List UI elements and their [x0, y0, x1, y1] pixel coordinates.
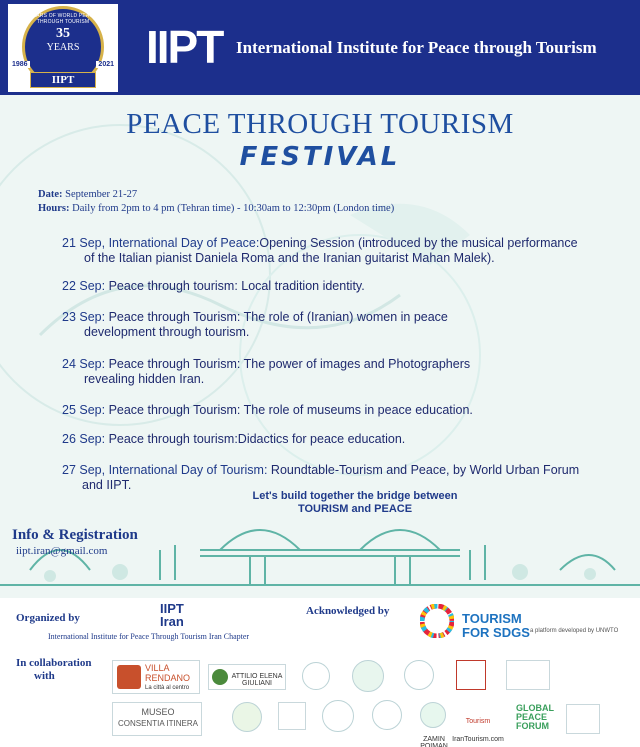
partner-seal-4-icon [232, 702, 262, 732]
villa-rendano-text [145, 663, 190, 693]
villa-rendano-emblem-icon [117, 665, 141, 689]
event-text-continued: development through tourism. [84, 325, 250, 339]
collaboration-label-with: with [34, 670, 55, 682]
sdg-developed-by: a platform developed by UNWTO [530, 628, 619, 634]
iipt-35-years-logo [8, 4, 118, 92]
bridge-slogan-line2: TOURISM and PEACE [297, 503, 413, 515]
hours-line [38, 203, 394, 214]
organized-by-label: Organized by [16, 612, 80, 624]
museo-line1: MUSEO [141, 707, 175, 717]
event-date: 27 Sep, International Day of Tourism: [62, 463, 268, 477]
partner-seal-6-icon [372, 700, 402, 730]
event-item [62, 236, 632, 266]
event-item [62, 310, 632, 340]
sdg-text-line1: TOURISM [462, 611, 522, 626]
event-date: 26 Sep: [62, 432, 106, 446]
global-peace-forum-logo [516, 704, 554, 731]
event-date: 25 Sep: [62, 403, 106, 417]
header-bar [0, 0, 640, 95]
event-text-continued: of the Italian pianist Daniela Roma and the Iranian guitarist Mahan Malek). [84, 251, 495, 265]
partner-logo-red-icon [456, 660, 486, 690]
sdg-wheel-icon [420, 604, 454, 638]
event-text: Opening Session (introduced by the musical performance [259, 236, 578, 250]
iran-tourism-label: Tourism [465, 718, 491, 725]
museo-consentia-logo [112, 702, 202, 736]
acknowledged-by-label: Acknowledged by [306, 605, 390, 617]
event-text: Peace through Tourism: The role of (Iranian) women in peace [105, 310, 448, 324]
event-text: Roundtable-Tourism and Peace, by World Urban Forum [267, 463, 580, 477]
iipt-iran-logo [160, 602, 184, 628]
event-date: 21 Sep, International Day of Peace: [62, 236, 260, 250]
partner-seal-1-icon [302, 662, 330, 690]
event-text: Peace through tourism:Didactics for peace education. [105, 432, 406, 446]
villa-line3: La città al centro [145, 685, 190, 691]
museo-line2: CONSENTIA ITINERA [117, 719, 198, 728]
global-line3: FORUM [516, 721, 549, 731]
collaboration-label: In collaboration [16, 657, 92, 669]
partner-seal-3-icon [404, 660, 434, 690]
tourism-for-sdgs-logo [462, 612, 530, 640]
villa-rendano-logo [112, 660, 200, 694]
iran-tourism-site: IranTourism.com [452, 736, 504, 743]
logo-years-number: 35 [56, 26, 70, 41]
hours-label: Hours: [38, 203, 70, 214]
event-date: 22 Sep: [62, 279, 106, 293]
hours-value: Daily from 2pm to 4 pm (Tehran time) - 10:30am to 12:30pm (London time) [72, 203, 395, 214]
logo-ring-text: YEARS OF WORLD PEACE THROUGH TOURISM [29, 13, 97, 25]
contact-email-link[interactable]: iipt.iran@gmail.com [16, 545, 108, 557]
brand-wordmark: IIPT [146, 21, 223, 73]
event-item [62, 403, 632, 418]
logo-ribbon: IIPT [30, 72, 96, 88]
event-item [62, 357, 632, 387]
bridge-slogan-line1: Let's build together the bridge between [252, 490, 458, 502]
giuliani-foundation-logo [208, 664, 286, 690]
iipt-iran-wordmark: IIPT [160, 601, 184, 616]
partner-logo-7-icon [566, 704, 600, 734]
event-item [62, 432, 632, 447]
global-line2: PEACE [516, 712, 548, 722]
unesco-seal-icon [322, 700, 354, 732]
date-line [38, 189, 137, 200]
date-label: Date: [38, 189, 63, 200]
villa-line2: RENDANO [145, 673, 191, 683]
event-item [62, 279, 632, 294]
villa-line1: VILLA [145, 663, 170, 673]
org-name: International Institute for Peace through Tourism [236, 38, 597, 57]
global-line1: GLOBAL [516, 703, 554, 713]
zamin-poiman-icon [420, 702, 446, 728]
partner-logo-wave-icon [506, 660, 550, 690]
festival-subtitle: FESTIVAL [239, 142, 401, 172]
logo-start-year: 1986 [12, 61, 28, 68]
iipt-iran-chapter: International Institute for Peace Through Tourism Iran Chapter [48, 632, 250, 641]
event-item [62, 463, 632, 493]
partner-logo-5-icon [278, 702, 306, 730]
event-text-continued: and IIPT. [82, 478, 132, 492]
logo-end-year: 2021 [98, 61, 114, 68]
event-text-continued: revealing hidden Iran. [84, 372, 205, 386]
logo-years-word: YEARS [46, 42, 80, 53]
event-date: 23 Sep: [62, 310, 106, 324]
event-date: 24 Sep: [62, 357, 106, 371]
partner-seal-2-icon [352, 660, 384, 692]
festival-title: PEACE THROUGH TOURISM [126, 108, 514, 140]
foundation-emblem-icon [212, 669, 228, 685]
foundation-text: ATTILIO ELENA GIULIANI [231, 673, 283, 687]
zamin-poiman-text: ZAMIN POIMAN [420, 736, 448, 747]
date-value: September 21-27 [65, 189, 138, 200]
event-text: Peace through Tourism: The power of images and Photographers [105, 357, 471, 371]
event-text: Peace through Tourism: The role of museums in peace education. [105, 403, 473, 417]
iipt-iran-country: Iran [160, 614, 184, 629]
sdg-text-line2: FOR SDGS [462, 625, 530, 640]
event-text: Peace through tourism: Local tradition identity. [105, 279, 365, 293]
info-registration-title: Info & Registration [12, 527, 138, 543]
